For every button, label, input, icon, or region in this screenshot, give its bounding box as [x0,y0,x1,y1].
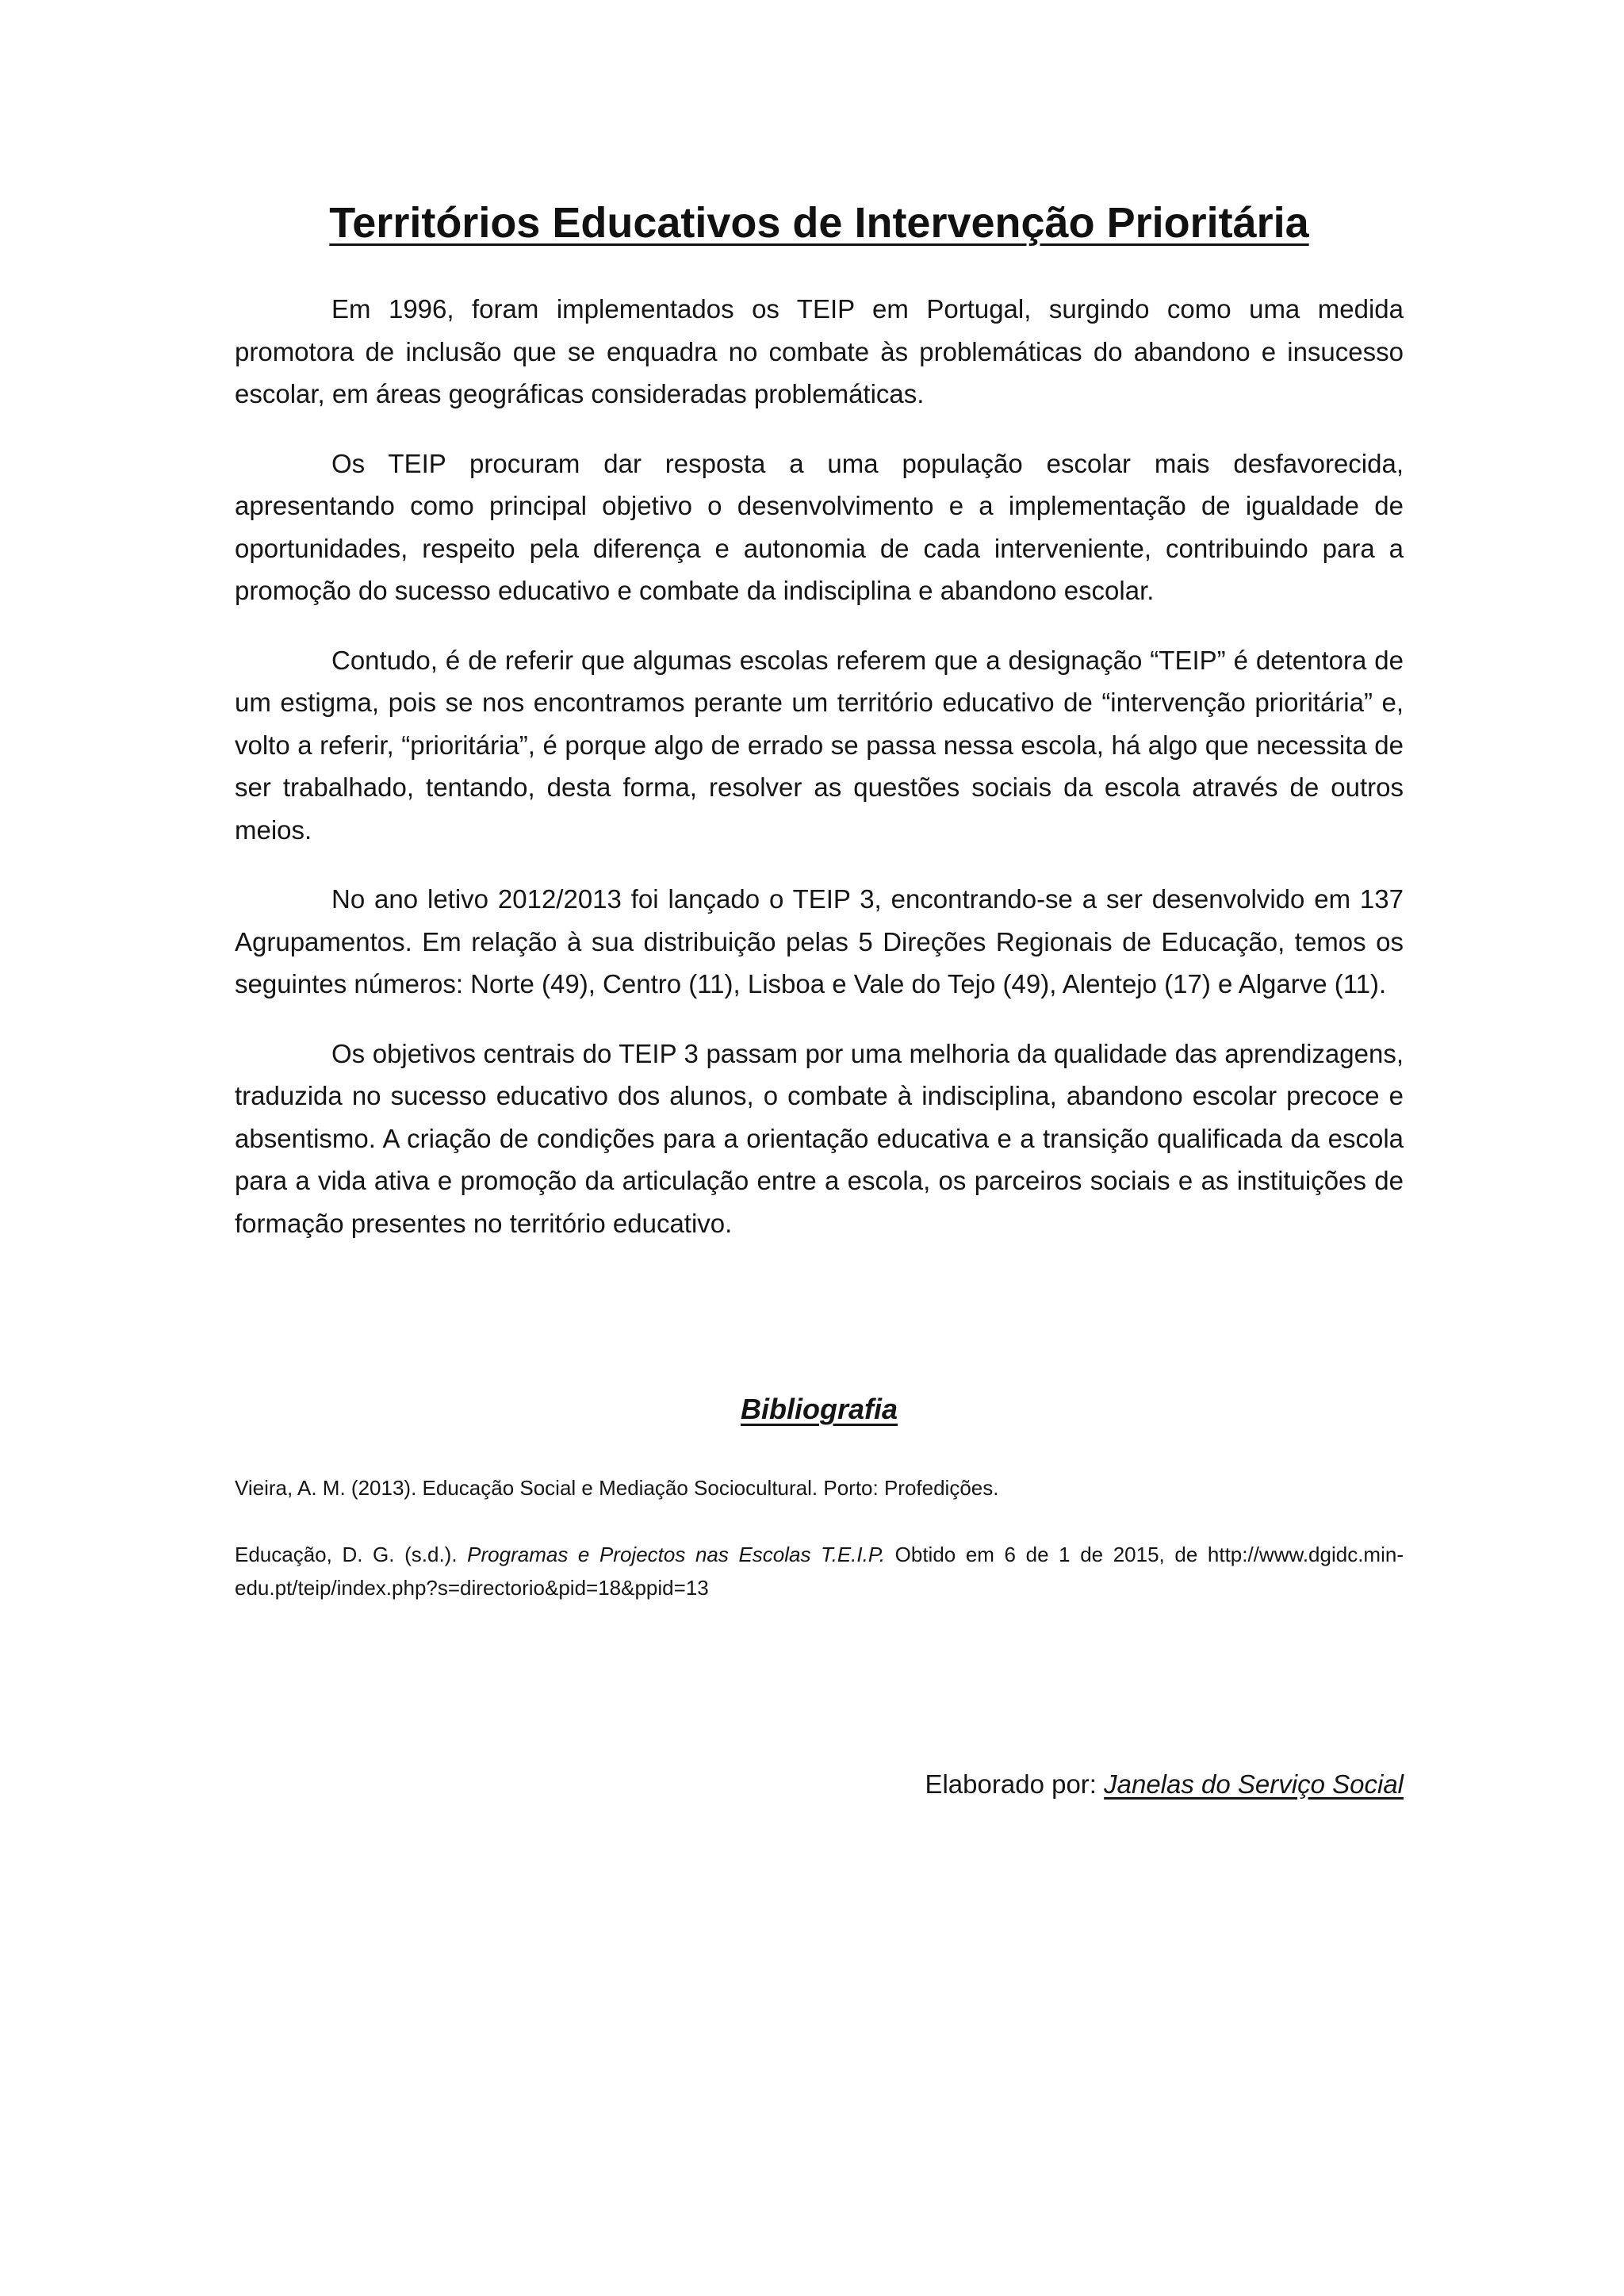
bibliography-entry-2-title: Programas e Projectos nas Escolas T.E.I.P. [467,1543,886,1566]
bibliography-entry-2 [235,1538,1404,1604]
paragraph-4: No ano letivo 2012/2013 foi lançado o TEIP 3, encontrando-se a ser desenvolvido em 137 Agrupamentos. Em relação à sua distribuição pelas 5 Direções Regionais de Educação, temos os seguintes números: Norte (49), Centro (11), Lisboa e Vale do Tejo (49), Alentejo (17) e Algarve (11). [235,884,1404,999]
bibliography-entry-2-authors: Educação, D. G. (s.d.). [235,1543,468,1566]
author-label: Elaborado por: [925,1769,1105,1799]
bibliography-entry-1: Vieira, A. M. (2013). Educação Social e Mediação Sociocultural. Porto: Profedições. [235,1476,999,1500]
bibliography-heading: Bibliografia [740,1393,898,1425]
author-name: Janelas do Serviço Social [1104,1769,1404,1799]
paragraph-5: Os objetivos centrais do TEIP 3 passam por uma melhoria da qualidade das aprendizagens, traduzida no sucesso educativo dos alunos, o combate à indisciplina, abandono escolar precoce e absentismo. A criação de condições para a orientação educativa e a transição qualificada da escola para a vida ativa e promoção da articulação entre a escola, os parceiros sociais e as instituições de formação presentes no território educativo. [235,1038,1404,1238]
bibliography-entry-2-source: Obtido em 6 de 1 de 2015, de http://www.dgidc.min-edu.pt/teip/index.php?s=directorio&pid=18&ppid=13 [235,1543,1404,1600]
paragraph-3: Contudo, é de referir que algumas escolas referem que a designação “TEIP” é detentora de um estigma, pois se nos encontramos perante um território educativo de “intervenção prioritária” e, volto a referir, “prioritária”, é porque algo de errado se passa nessa escola, há algo que necessita de ser trabalhado, tentando, desta forma, resolver as questões sociais da escola através de outros meios. [235,645,1404,845]
paragraph-2: Os TEIP procuram dar resposta a uma população escolar mais desfavorecida, apresentando como principal objetivo o desenvolvimento e a implementação de igualdade de oportunidades, respeito pela diferença e autonomia de cada interveniente, contribuindo para a promoção do sucesso educativo e combate da indisciplina e abandono escolar. [235,448,1404,605]
bibliography-list [235,1471,1404,1638]
author-credit [235,1765,1404,1804]
document-body [235,288,1404,1271]
paragraph-1: Em 1996, foram implementados os TEIP em Portugal, surgindo como uma medida promotora de inclusão que se enquadra no combate às problemáticas do abandono e insucesso escolar, em áreas geográficas consideradas problemáticas. [235,294,1404,408]
document-title: Territórios Educativos de Intervenção Prioritária [329,199,1309,247]
